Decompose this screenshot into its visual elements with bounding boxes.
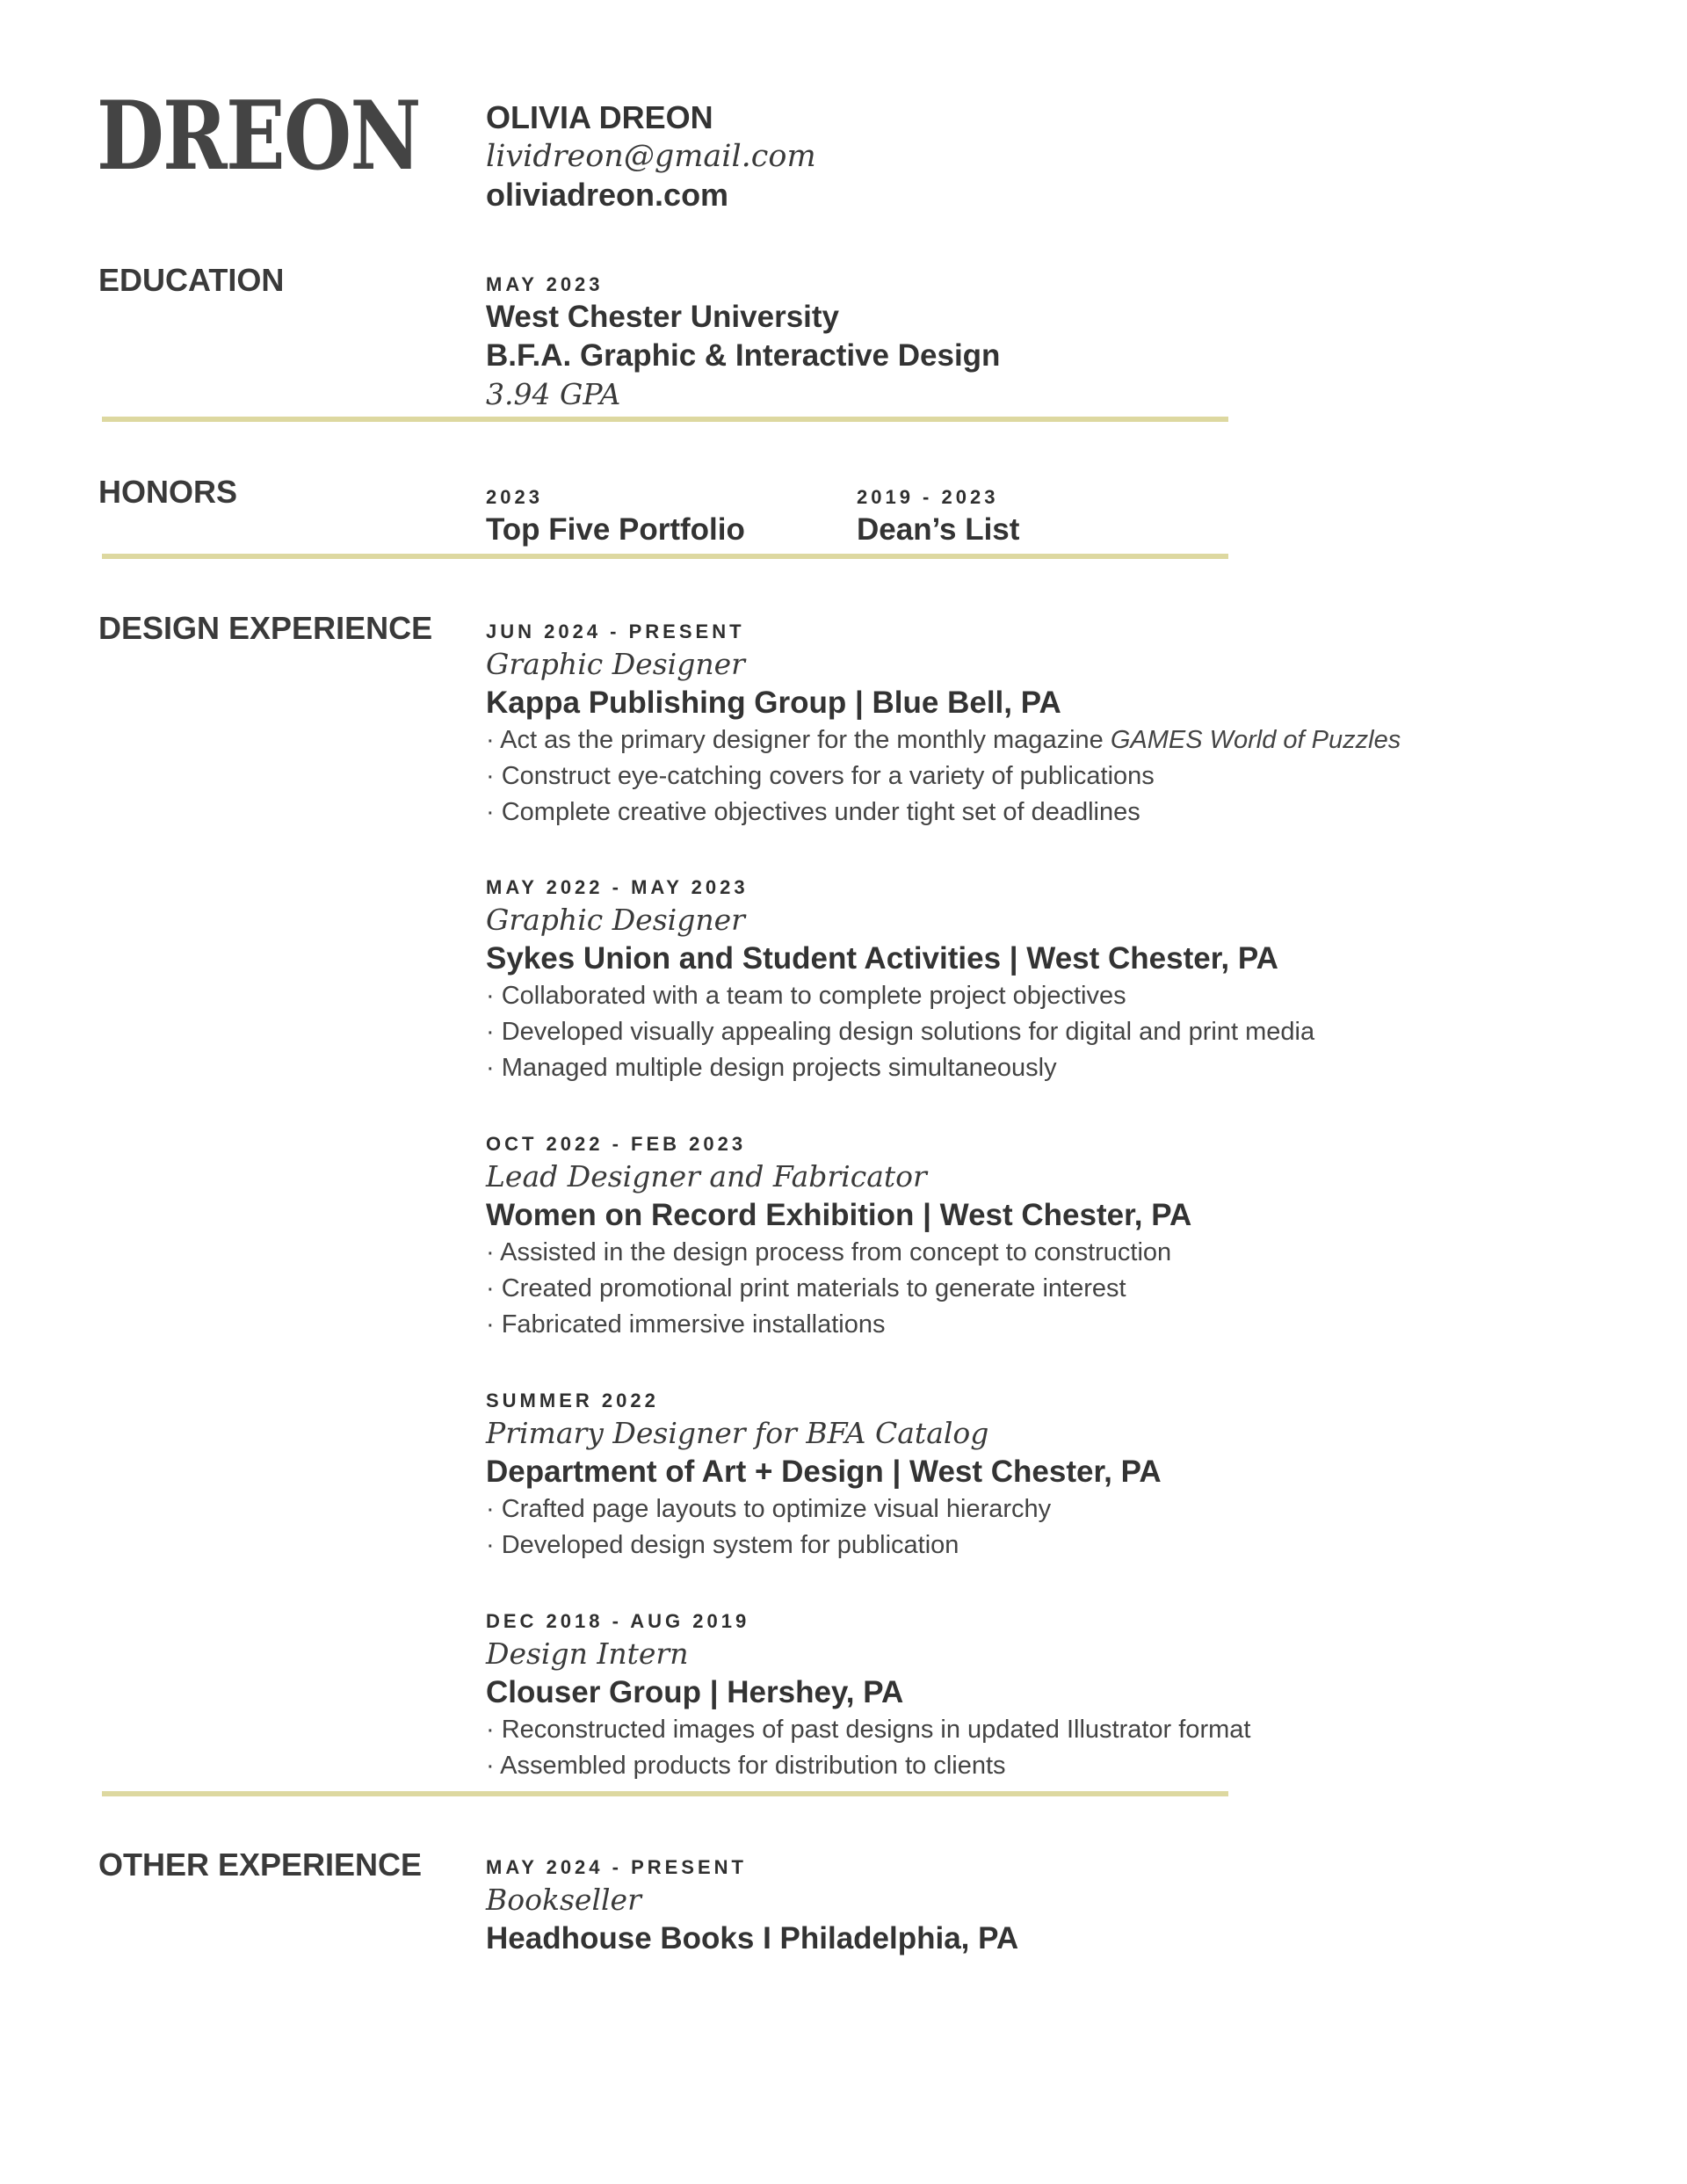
job-entry bbox=[486, 874, 1314, 1086]
job-bullet: · Created promotional print materials to generate interest bbox=[486, 1274, 1126, 1302]
job-bullet bbox=[486, 722, 1401, 758]
job-org: Department of Art + Design | West Chester, PA bbox=[486, 1455, 1162, 1489]
contact-name: OLIVIA DREON bbox=[486, 99, 713, 135]
job-org: Headhouse Books I Philadelphia, PA bbox=[486, 1921, 1019, 1955]
job-org: Women on Record Exhibition | West Chester, PA bbox=[486, 1198, 1192, 1232]
job-org: Sykes Union and Student Activities | West Chester, PA bbox=[486, 941, 1278, 976]
job-bullet: · Developed design system for publication bbox=[486, 1531, 959, 1559]
section-label-design-experience: DESIGN EXPERIENCE bbox=[98, 610, 433, 646]
job-date: DEC 2018 - AUG 2019 bbox=[486, 1610, 750, 1632]
job-role: Design Intern bbox=[486, 1636, 689, 1671]
section-divider bbox=[102, 1791, 1228, 1796]
contact-email[interactable]: lividreon@gmail.com bbox=[486, 139, 816, 174]
education-degree: B.F.A. Graphic & Interactive Design bbox=[486, 338, 1001, 373]
job-role: Lead Designer and Fabricator bbox=[486, 1159, 927, 1194]
job-org: Kappa Publishing Group | Blue Bell, PA bbox=[486, 686, 1061, 720]
section-divider bbox=[102, 417, 1228, 422]
job-org: Clouser Group | Hershey, PA bbox=[486, 1675, 904, 1709]
section-label-other-experience: OTHER EXPERIENCE bbox=[98, 1847, 423, 1883]
job-date: OCT 2022 - FEB 2023 bbox=[486, 1133, 747, 1155]
section-label-education: EDUCATION bbox=[98, 262, 285, 298]
job-bullet: · Complete creative objectives under tight set of deadlines bbox=[486, 798, 1140, 826]
contact-block bbox=[486, 98, 816, 214]
job-bullet: · Assembled products for distribution to clients bbox=[486, 1752, 1006, 1780]
job-bullet: · Assisted in the design process from concept to construction bbox=[486, 1238, 1172, 1266]
job-bullet: · Construct eye-catching covers for a variety of publications bbox=[486, 762, 1155, 790]
honor-item bbox=[486, 484, 745, 549]
job-bullet: · Managed multiple design projects simultaneously bbox=[486, 1054, 1057, 1082]
job-role: Graphic Designer bbox=[486, 647, 745, 681]
honor-item bbox=[857, 484, 1019, 549]
job-role: Graphic Designer bbox=[486, 903, 745, 937]
job-entry bbox=[486, 1131, 1191, 1343]
education-entry bbox=[486, 272, 1000, 414]
logo-wordmark: DREON bbox=[97, 81, 420, 192]
honor-date: 2019 - 2023 bbox=[857, 486, 999, 508]
education-gpa: 3.94 GPA bbox=[486, 377, 621, 411]
section-label-honors: HONORS bbox=[98, 474, 238, 510]
education-school: West Chester University bbox=[486, 300, 840, 334]
honor-title: Dean’s List bbox=[857, 512, 1020, 547]
job-bullet: · Collaborated with a team to complete project objectives bbox=[486, 982, 1126, 1010]
honor-title: Top Five Portfolio bbox=[486, 512, 745, 547]
job-entry bbox=[486, 1608, 1250, 1784]
job-bullet-text: · Act as the primary designer for the monthly magazine bbox=[486, 726, 1111, 754]
job-date: JUN 2024 - PRESENT bbox=[486, 620, 745, 642]
job-bullet: · Crafted page layouts to optimize visual hierarchy bbox=[486, 1495, 1052, 1523]
job-bullet: · Developed visually appealing design solutions for digital and print media bbox=[486, 1018, 1315, 1046]
job-bullet: · Fabricated immersive installations bbox=[486, 1310, 886, 1339]
job-date: MAY 2024 - PRESENT bbox=[486, 1856, 747, 1878]
section-divider bbox=[102, 554, 1228, 559]
job-entry bbox=[486, 619, 1401, 831]
job-role: Primary Designer for BFA Catalog bbox=[486, 1416, 989, 1450]
job-role: Bookseller bbox=[486, 1883, 641, 1917]
contact-website[interactable]: oliviadreon.com bbox=[486, 177, 729, 213]
magazine-title: GAMES World of Puzzles bbox=[1110, 726, 1401, 754]
job-entry bbox=[486, 1854, 1018, 1958]
job-entry bbox=[486, 1388, 1162, 1564]
job-date: MAY 2022 - MAY 2023 bbox=[486, 876, 749, 898]
education-date: MAY 2023 bbox=[486, 273, 604, 295]
honor-date: 2023 bbox=[486, 486, 543, 508]
job-date: SUMMER 2022 bbox=[486, 1389, 659, 1411]
job-bullet: · Reconstructed images of past designs in updated Illustrator format bbox=[486, 1716, 1251, 1744]
